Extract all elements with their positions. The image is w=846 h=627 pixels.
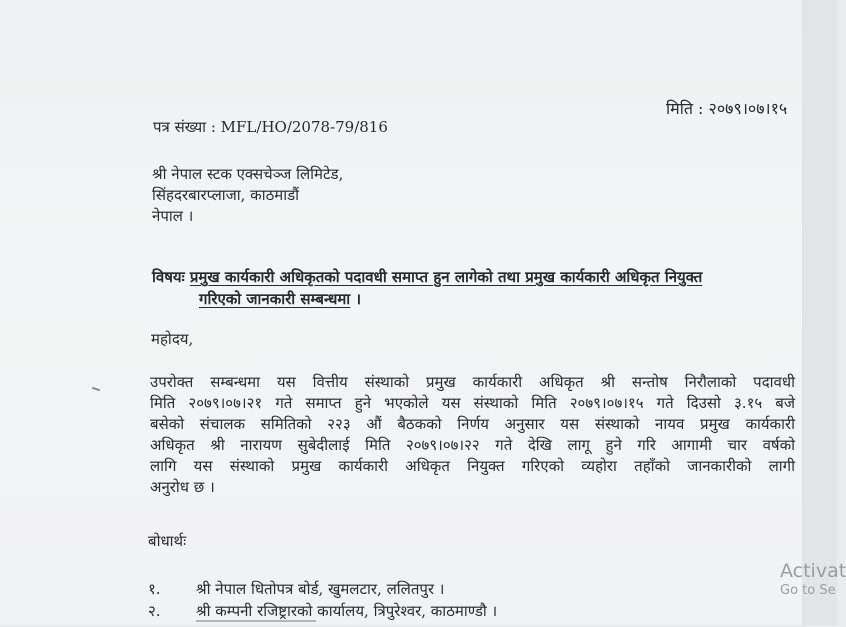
recipient-line: श्री नेपाल स्टक एक्सचेञ्ज लिमिटेड, (152, 165, 344, 183)
recipient-address (152, 164, 343, 227)
subject-line: गरिएको जानकारी सम्बन्धमा (199, 290, 351, 308)
watermark-line: Go to Se (780, 583, 836, 598)
body-line: उपरोक्त सम्बन्धमा यस वित्तीय संस्थाको प्रमुख कार्यकारी अधिकृत श्री सन्तोष निरौलाको पदावधी (150, 373, 795, 391)
list-item (148, 600, 497, 622)
subject-block (152, 266, 702, 310)
body-line: अधिकृत श्री नारायण सुबेदीलाई मिति २०७९।०७।२२ गते देखि लागू हुने गरि आगामी चार वर्षको (150, 436, 795, 454)
recipient-line: नेपाल । (152, 207, 194, 225)
cc-heading: बोधार्थः (148, 532, 187, 550)
subject-end: । (350, 290, 362, 308)
list-item (148, 578, 497, 600)
salutation: महोदय, (151, 330, 194, 348)
list-item-number: १. (148, 580, 161, 598)
body-line: अनुरोध छ । (150, 478, 215, 496)
subject-line: प्रमुख कार्यकारी अधिकृतको पदावधी समाप्त हुन लागेको तथा प्रमुख कार्यकारी अधिकृत नियुक्त (189, 268, 703, 286)
letter-date: मिति : २०७९।०७।१५ (666, 99, 788, 118)
cropped-line (196, 620, 316, 627)
list-item-text: श्री कम्पनी रजिष्ट्रारको कार्यालय, त्रिपुरेश्वर, काठमाण्डौ । (196, 602, 498, 620)
body-paragraph (150, 372, 795, 498)
body-line: बसेको संचालक समितिको २२३ औं बैठकको निर्णय अनुसार यस संस्थाको नायव प्रमुख कार्यकारी (150, 415, 795, 433)
recipient-line: सिंहदरबारप्लाजा, काठमाडौं (152, 186, 300, 204)
watermark-line: Activat (780, 560, 846, 582)
page-edge (802, 0, 837, 625)
subject-prefix: विषयः (152, 268, 185, 286)
body-line: लागि यस संस्थाको प्रमुख कार्यकारी अधिकृत नियुक्त गरिएको व्यहोरा तहाँको जानकारीको लागी (150, 457, 795, 475)
windows-activation-watermark (780, 560, 846, 600)
list-item-number: २. (148, 602, 161, 620)
cc-list (148, 578, 497, 622)
reference-number: पत्र संख्या : MFL/HO/2078-79/816 (153, 118, 388, 136)
body-line: मिति २०७९।०७।२१ गते समाप्त हुने भएकोले यस संस्थाको मिति २०७९।०७।१५ गते दिउसो ३.१५ बजे (150, 394, 795, 412)
list-item-text: श्री नेपाल धितोपत्र बोर्ड, खुमलटार, ललितपुर । (196, 580, 445, 598)
